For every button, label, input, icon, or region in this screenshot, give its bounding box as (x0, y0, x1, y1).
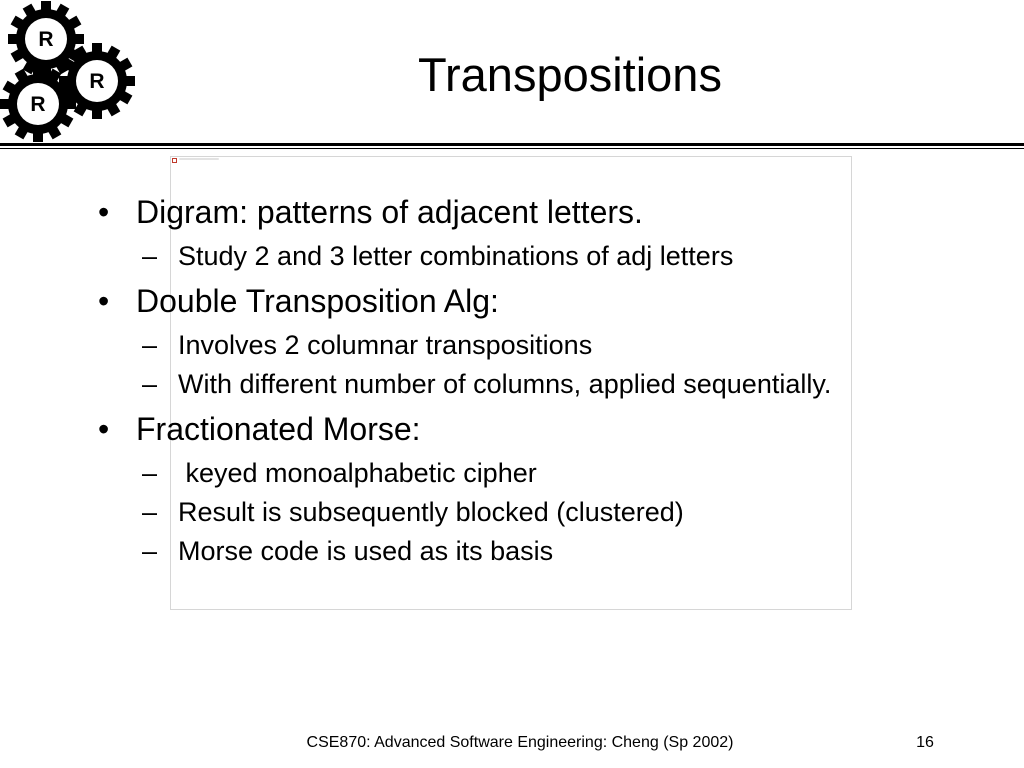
sub-bullet-item (136, 368, 916, 401)
sub-bullet-marker: – (142, 497, 158, 527)
sub-bullet-marker: – (142, 241, 158, 271)
sub-bullet-item (136, 535, 916, 568)
bullet-text: Digram: patterns of adjacent letters. (136, 194, 643, 230)
slide-title: Transpositions (418, 48, 722, 101)
bullet-text: Fractionated Morse: (136, 411, 421, 447)
sub-bullet-marker: – (142, 330, 158, 360)
bullet-marker: • (98, 283, 110, 319)
bullet-list (96, 190, 916, 568)
title-divider-thin (0, 148, 1024, 149)
sub-bullet-item (136, 457, 916, 490)
sub-bullet-item (136, 496, 916, 529)
title-divider (0, 143, 1024, 146)
broken-image-icon (172, 158, 177, 163)
sub-bullet-item (136, 240, 916, 273)
sub-bullet-text: keyed monoalphabetic cipher (178, 458, 537, 488)
bullet-marker: • (98, 411, 110, 447)
logo-letter-top: R (38, 28, 54, 51)
sub-bullet-text: Study 2 and 3 letter combinations of adj letters (178, 241, 734, 271)
logo-letter-right: R (89, 70, 105, 93)
sub-bullet-text: Result is subsequently blocked (clustered) (178, 497, 684, 527)
frame-caption-placeholder (179, 158, 219, 160)
sub-bullet-marker: – (142, 458, 158, 488)
bullet-item (96, 407, 916, 451)
footer-course-text: CSE870: Advanced Software Engineering: Cheng (Sp 2002) (306, 734, 734, 751)
bullet-item (96, 279, 916, 323)
sub-bullet-text: With different number of columns, applied sequentially. (178, 369, 832, 399)
sub-bullet-marker: – (142, 536, 158, 566)
slide-number: 16 (916, 734, 934, 751)
gear-logo-icon (0, 0, 140, 145)
sub-bullet-text: Morse code is used as its basis (178, 536, 554, 566)
sub-bullet-text: Involves 2 columnar transpositions (178, 330, 593, 360)
logo-letter-left: R (30, 93, 46, 116)
sub-bullet-item (136, 329, 916, 362)
sub-bullet-marker: – (142, 369, 158, 399)
bullet-text: Double Transposition Alg: (136, 283, 499, 319)
bullet-item (96, 190, 916, 234)
bullet-marker: • (98, 194, 110, 230)
